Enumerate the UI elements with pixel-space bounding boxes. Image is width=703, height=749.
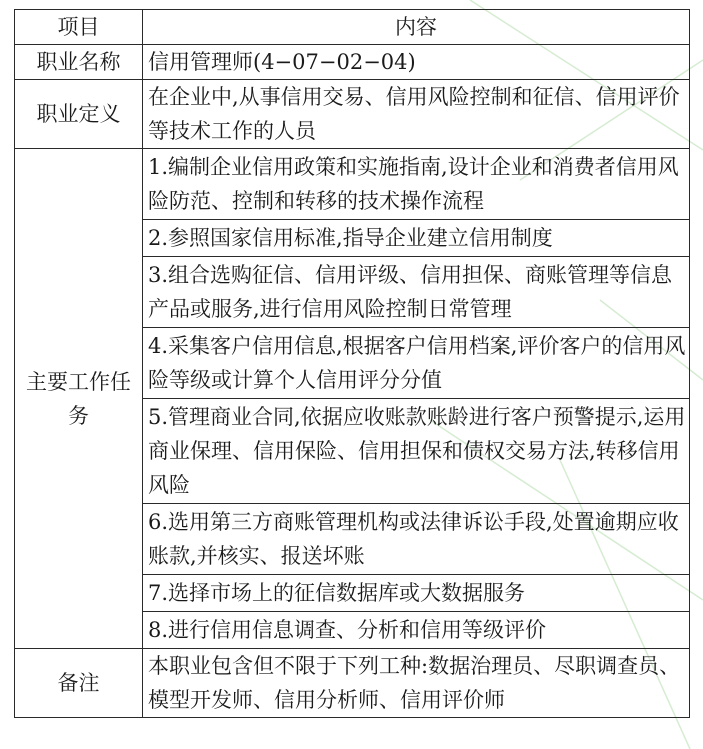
value-remarks: 本职业包含但不限于下列工种:数据治理员、尽职调查员、模型开发师、信用分析师、信用评价师 (143, 649, 690, 718)
value-occupation-name: 信用管理师(4−07−02−04) (143, 45, 690, 80)
occupation-info-table (14, 9, 690, 718)
row-occupation-definition (15, 80, 690, 149)
task-item-6: 6.选用第三方商账管理机构或法律诉讼手段,处置逾期应收账款,并核实、报送坏账 (143, 504, 690, 575)
label-main-tasks: 主要工作任务 (15, 149, 143, 649)
task-item-5: 5.管理商业合同,依据应收账款账龄进行客户预警提示,运用商业保理、信用保险、信用担保和债权交易方法,转移信用风险 (143, 399, 690, 504)
table-header-row (15, 10, 690, 45)
label-occupation-definition: 职业定义 (15, 80, 143, 149)
task-item-3: 3.组合选购征信、信用评级、信用担保、商账管理等信息产品或服务,进行信用风险控制日常管理 (143, 257, 690, 328)
task-item-8: 8.进行信用信息调查、分析和信用等级评价 (143, 612, 690, 649)
task-item-2: 2.参照国家信用标准,指导企业建立信用制度 (143, 220, 690, 257)
task-item-7: 7.选择市场上的征信数据库或大数据服务 (143, 575, 690, 612)
header-item: 项目 (15, 10, 143, 45)
task-item-4: 4.采集客户信用信息,根据客户信用档案,评价客户的信用风险等级或计算个人信用评分分值 (143, 328, 690, 399)
label-occupation-name: 职业名称 (15, 45, 143, 80)
value-occupation-definition: 在企业中,从事信用交易、信用风险控制和征信、信用评价等技术工作的人员 (143, 80, 690, 149)
task-item-1: 1.编制企业信用政策和实施指南,设计企业和消费者信用风险防范、控制和转移的技术操作流程 (143, 149, 690, 220)
label-remarks: 备注 (15, 649, 143, 718)
header-content: 内容 (143, 10, 690, 45)
task-row (15, 149, 690, 220)
row-remarks (15, 649, 690, 718)
row-occupation-name (15, 45, 690, 80)
